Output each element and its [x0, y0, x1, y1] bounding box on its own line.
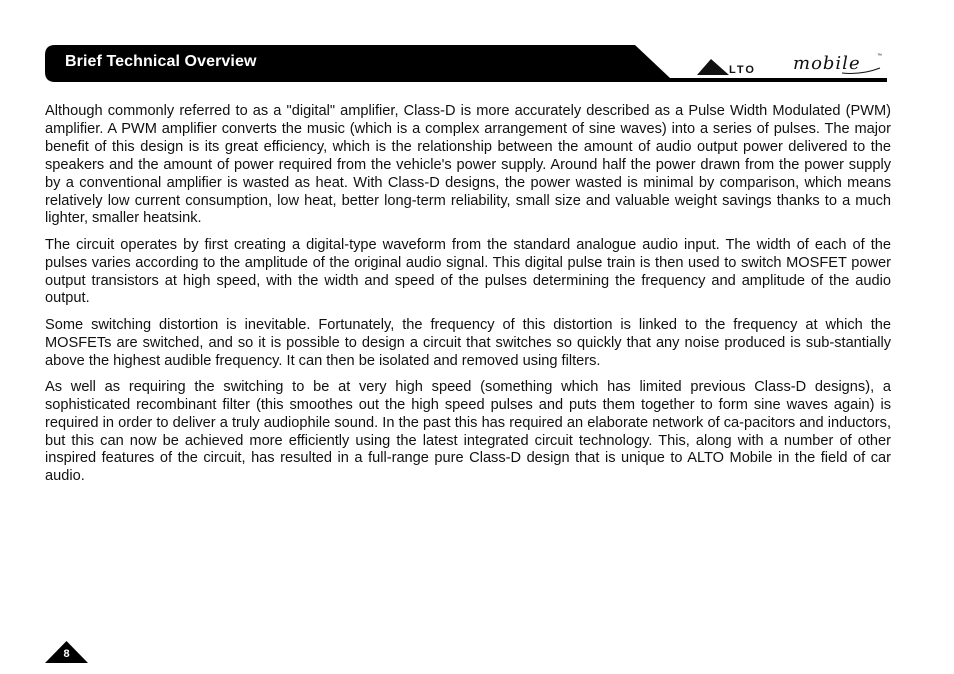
section-title: Brief Technical Overview	[65, 53, 257, 70]
paragraph: Some switching distortion is inevitable. Fortunately, the frequency of this distortion is linked to the frequency at which the MOSFETs are switched, and so it is possible to design a circuit that switches so quickly that any noise produced is sub-stantially above the highest audible frequency. It can then be isolated and removed using filters.	[45, 316, 891, 369]
paragraph: The circuit operates by first creating a digital-type waveform from the standard analogue audio input. The width of each of the pulses varies according to the amplitude of the original audio signal. This digital pulse train is then used to switch MOSFET power output transistors at high speed, with the width and speed of the pulses determining the frequency and amplitude of the audio output.	[45, 236, 891, 307]
paragraph: As well as requiring the switching to be at very high speed (something which has limited previous Class-D designs), a sophisticated recombinant filter (this smoothes out the high speed pulses and puts them together to form sine waves again) is required in order to deliver a truly audiophile sound. In the past this has required an elaborate network of ca-pacitors and inductors, but this can now be achieved more efficiently using the latest integrated circuit technology. This, along with a number of other inspired features of the circuit, has resulted in a full-range pure Class-D design that is unique to ALTO Mobile in the field of car audio.	[45, 378, 891, 485]
header-banner	[45, 45, 887, 82]
logo-brand-text: LTO	[729, 64, 756, 76]
alto-mobile-logo	[697, 53, 887, 77]
trademark-symbol: ™	[877, 53, 882, 59]
paragraph: Although commonly referred to as a "digital" amplifier, Class-D is more accurately described as a Pulse Width Modulated (PWM) amplifier. A PWM amplifier converts the music (which is a complex arrangement of sine waves) into a series of pulses. The major benefit of this design is its great efficiency, which is the relationship between the amount of audio output power delivered to the speakers and the amount of power required from the vehicle's power supply. Around half the power drawn from the power supply by a conventional amplifier is wasted as heat. With Class-D designs, the power wasted is minimal by comparison, which means relatively low current consumption, low heat, better long-term reliability, small size and valuable weight savings thanks to a much lighter, smaller heatsink.	[45, 103, 891, 227]
logo-swash-icon	[842, 67, 882, 75]
alto-triangle-icon	[697, 59, 729, 75]
logo-script-text: mobile	[793, 53, 861, 74]
page-number: 8	[63, 648, 70, 660]
page-number-badge	[45, 641, 88, 663]
overview-body	[45, 103, 891, 495]
